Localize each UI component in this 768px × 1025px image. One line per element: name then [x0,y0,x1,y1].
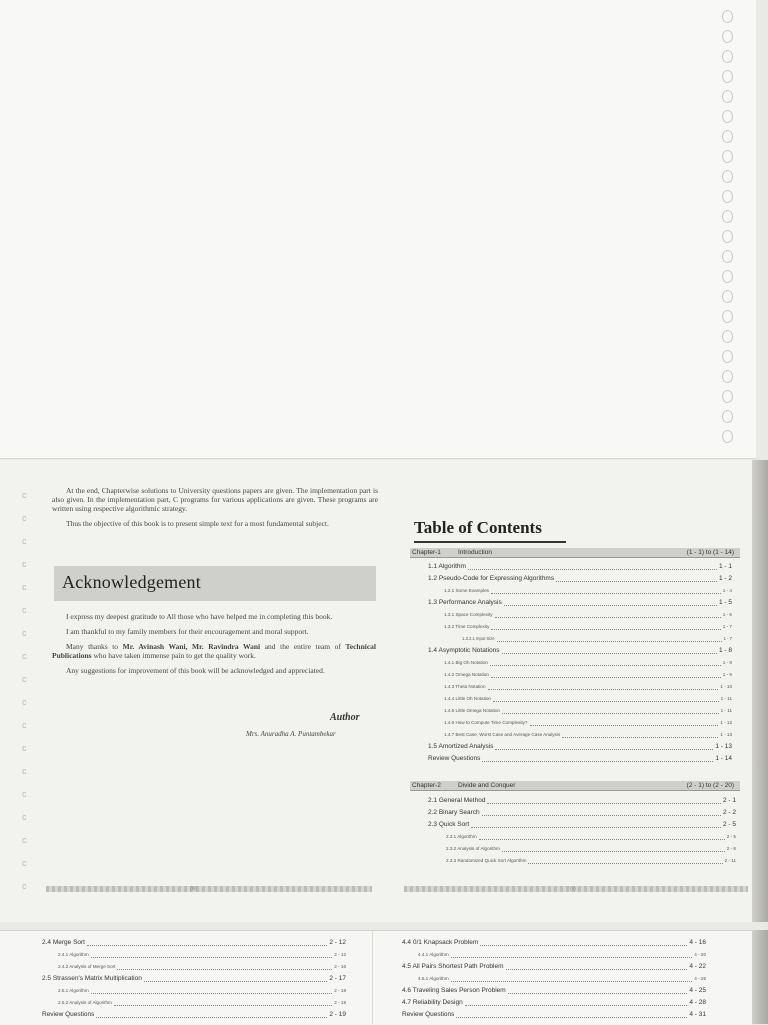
acknowledgement-title: Acknowledgement [62,572,201,592]
toc-leader-dots [504,598,717,606]
binding-hole [722,370,733,383]
toc-leader-dots [490,658,721,666]
binding-hole [722,310,733,323]
chapter-1-range: (1 - 1) to (1 - 14) [686,549,734,556]
toc-entry [0,950,768,960]
toc-leader-dots [491,586,721,594]
ack-paragraph-4: Any suggestions for improvement of this book will be acknowledged and appreciated. [66,666,325,675]
ack-p3-post: who have taken immense pain to get the quality work. [91,651,256,660]
toc-entry-page: 2 - 5 [726,834,736,839]
ack-paragraph-1: I express my deepest gratitude to All those who have helped me in completing this book. [66,612,333,621]
toc-entry-page: 1 - 11 [720,696,732,701]
toc-entry-title: 1.2.1 Some Examples [444,588,489,593]
toc-entry-page: 1 - 1 [718,563,732,570]
toc-leader-dots [480,938,687,946]
toc-leader-dots [495,742,713,750]
toc-entry [0,586,768,596]
toc-entry-page: 4 - 25 [689,987,706,994]
toc-entry-title: 4.6 Traveling Sales Person Problem [402,987,506,994]
toc-entry [0,808,768,818]
margin-mark: c [22,536,27,546]
toc-leader-dots [491,670,721,678]
binding-hole [722,150,733,163]
margin-mark: c [22,858,27,868]
toc-entry-page: 4 - 22 [689,963,706,970]
toc-entry [0,706,768,716]
toc-leader-dots [502,706,719,714]
toc-entry-page: 4 - 16 [689,939,706,946]
binding-hole [722,110,733,123]
toc-entry [0,832,768,842]
toc-entry [0,658,768,668]
toc-entry [0,796,768,806]
binding-hole [722,190,733,203]
margin-mark: c [22,513,27,523]
toc-entry-page: 1 - 9 [722,672,732,677]
toc-entry-page: 4 - 31 [689,1011,706,1018]
toc-entry-title: 1.2 Pseudo-Code for Expressing Algorithms [428,575,555,582]
toc-entry-page: 4 - 28 [689,999,706,1006]
toc-leader-dots [497,634,722,642]
toc-leader-dots [506,962,688,970]
toc-leader-dots [471,820,721,828]
footer-band-right [404,886,748,892]
toc-entry-title: 1.4.2 Omega Notation [444,672,489,677]
binding-hole [722,50,733,63]
toc-leader-dots [451,950,693,958]
toc-entry-title: 1.4.5 Little Omega Notation [444,708,500,713]
toc-entry [0,974,768,984]
toc-entry [0,1010,768,1020]
toc-entry-title: 2.5.1 Algorithm [58,988,89,993]
toc-entry-title: 1.3 Performance Analysis [428,599,502,606]
preface-text [52,486,378,534]
chapter-2-range: (2 - 1) to (2 - 20) [686,782,734,789]
signature-label: Author [330,712,360,723]
binding-hole [722,170,733,183]
binding-hole [722,30,733,43]
toc-entry-title: 2.5 Strassen's Matrix Multiplication [42,975,142,982]
toc-entry-page: 2 - 1 [722,797,736,804]
toc-entry-title: 1.5 Amortized Analysis [428,743,494,750]
margin-mark: c [22,697,27,707]
toc-entry [0,986,768,996]
toc-entry-title: 4.4 0/1 Knapsack Problem [402,939,479,946]
toc-leader-dots [508,986,688,994]
toc-entry-title: Review Questions [402,1011,455,1018]
toc-entry-page: 1 - 7 [722,624,732,629]
binding-hole [722,290,733,303]
binding-hole [722,410,733,423]
toc-entry-page: 1 - 4 [722,588,732,593]
toc-entry-page: 1 - 10 [720,684,732,689]
toc-entry-page: 2 - 17 [329,975,346,982]
toc-entry-title: 2.2 Binary Search [428,809,480,816]
toc-entry-page: 2 - 19 [329,1011,346,1018]
toc-entry [0,670,768,680]
ack-p3-org: Technical Publications [52,642,377,660]
ack-paragraph-2: I am thankful to my family members for their encouragement and moral support. [66,627,309,636]
toc-entry-title: 2.3.2 Analysis of Algorithm [446,846,500,851]
toc-entry-page: 4 - 20 [694,952,706,957]
chapter-1-name: Introduction [458,549,492,556]
margin-mark: c [22,559,27,569]
margin-mark: c [22,835,27,845]
toc-entry-page: 2 - 18 [334,988,346,993]
toc-entry-title: 2.3.3 Randomized Quick Sort Algorithm [446,858,527,863]
toc-entry-page: 2 - 2 [722,809,736,816]
toc-entry-title: Review Questions [42,1011,95,1018]
preface-paragraph-1: At the end, Chapterwise solutions to University questions papers are given. The implementation part is also given. In the implementation part, C programs for various applications are given. These programs are written using respective algorithmic strategy. [52,486,378,513]
toc-entry [0,574,768,584]
toc-entry [0,754,768,764]
chapter-2-name: Divide and Conquer [458,782,516,789]
toc-entry [0,938,768,948]
toc-entry-title: 1.4.7 Best Case, Worst Case and Average Case Analysis [444,732,561,737]
toc-entry-title: 1.4 Asymptotic Notations [428,647,500,654]
toc-leader-dots [502,844,725,852]
footer-band-left [46,886,372,892]
binding-hole [722,230,733,243]
toc-entry-title: 1.3.2 Time Complexity [444,624,490,629]
toc-entry [0,718,768,728]
margin-mark: c [22,674,27,684]
author-signature: Mrs. Anuradha A. Puntambekar [246,730,336,738]
blank-page [0,0,756,459]
margin-mark: c [22,743,27,753]
toc-entry-title: 2.3.1 Algorithm [446,834,477,839]
toc-entry-title: 1.4.4 Little Oh Notation [444,696,491,701]
toc-leader-dots [456,1010,687,1018]
toc-entry-title: 1.4.1 Big Oh Notation [444,660,488,665]
toc-leader-dots [482,808,721,816]
toc-entry [0,634,768,644]
toc-leader-dots [451,974,693,982]
toc-entry-title: Review Questions [428,755,481,762]
toc-leader-dots [528,856,722,864]
chapter-1-label: Chapter-1 [412,549,441,556]
toc-leader-dots [491,622,720,630]
binding-hole [722,330,733,343]
toc-entry-page: 1 - 13 [720,732,732,737]
toc-leader-dots [556,574,717,582]
toc-entry-page: 1 - 11 [720,708,732,713]
toc-entry-page: 2 - 5 [722,821,736,828]
toc-entry-page: 2 - 12 [334,952,346,957]
toc-entry-title: 4.7 Reliability Design [402,999,463,1006]
margin-mark: c [22,628,27,638]
toc-entry-title: 2.1 General Method [428,797,486,804]
toc-entry-page: 1 - 5 [718,599,732,606]
binding-hole [722,390,733,403]
toc-entry-title: 2.5.2 Analysis of Algorithm [58,1000,112,1005]
toc-entry-page: 1 - 7 [723,636,732,641]
toc-entry-page: 1 - 8 [718,647,732,654]
toc-leader-dots [487,796,721,804]
binding-hole [722,430,733,443]
toc-leader-dots [488,682,719,690]
toc-leader-dots [479,832,725,840]
toc-entry [0,962,768,972]
margin-mark: c [22,881,27,891]
toc-entry [0,610,768,620]
toc-leader-dots [530,718,719,726]
toc-entry-page: 1 - 12 [720,720,732,725]
ack-p3-names: Mr. Avinash Wani, Mr. Ravindra Wani [122,642,261,651]
footer-page-number-left: (iii) [190,886,197,892]
toc-leader-dots [502,646,717,654]
toc-entry-page: 2 - 11 [724,858,736,863]
toc-entry-title: 2.3 Quick Sort [428,821,470,828]
margin-mark: c [22,720,27,730]
toc-entry-title: 1.1 Algorithm [428,563,466,570]
toc-leader-dots [562,730,718,738]
ack-p3-mid: and the entire team of [260,642,346,651]
binding-hole [722,250,733,263]
toc-entry-page: 1 - 8 [722,660,732,665]
toc-entry [0,622,768,632]
toc-entry-title: 4.5.1 Algorithm [418,976,449,981]
toc-entry-title: 4.5 All Pairs Shortest Path Problem [402,963,504,970]
ack-p3-pre: Many thanks to [66,642,123,651]
margin-mark: c [22,490,27,500]
binding-holes [722,10,738,450]
footer-page-number-right: (v) [570,886,576,892]
toc-entry [0,742,768,752]
toc-entry-title: 1.4.6 How to Compute Time Complexity? [444,720,528,725]
toc-entry [0,856,768,866]
margin-mark: c [22,605,27,615]
preface-paragraph-2: Thus the objective of this book is to present simple text for a most fundamental subject. [66,519,329,528]
toc-title-underline [414,541,566,543]
chapter-1-bar [410,548,740,558]
toc-leader-dots [495,610,721,618]
toc-entry-title: 2.4.1 Algorithm [58,952,89,957]
margin-mark: c [22,812,27,822]
toc-entry-page: 2 - 12 [329,939,346,946]
toc-entry-page: 2 - 8 [726,846,736,851]
binding-hole [722,270,733,283]
toc-entry [0,730,768,740]
chapter-2-bar [410,781,740,791]
toc-entry-page: 1 - 13 [715,743,732,750]
toc-entry-title: 4.4.1 Algorithm [418,952,449,957]
toc-entry [0,562,768,572]
toc-title: Table of Contents [414,518,542,537]
toc-entry [0,682,768,692]
toc-entry-title: 1.3.2.1 Input Size [462,636,495,641]
binding-hole [722,350,733,363]
binding-hole [722,90,733,103]
chapter-2-label: Chapter-2 [412,782,441,789]
toc-entry-page: 2 - 19 [334,1000,346,1005]
toc-leader-dots [482,754,713,762]
toc-entry-page: 1 - 14 [715,755,732,762]
toc-leader-dots [468,562,717,570]
binding-hole [722,130,733,143]
toc-entry [0,646,768,656]
toc-entry-title: 1.4.3 Theta Notation [444,684,486,689]
toc-entry-title: 2.4.2 Analysis of Merge Sort [58,964,116,969]
margin-mark: c [22,651,27,661]
toc-entry [0,598,768,608]
toc-entry-page: 2 - 16 [334,964,346,969]
toc-entry-title: 2.4 Merge Sort [42,939,85,946]
margin-mark: c [22,789,27,799]
margin-mark: c [22,582,27,592]
toc-entry [0,844,768,854]
toc-leader-dots [465,998,688,1006]
toc-entry-page: 1 - 2 [718,575,732,582]
toc-leader-dots [493,694,719,702]
toc-entry-title: 1.3.1 Space Complexity [444,612,493,617]
binding-hole [722,70,733,83]
toc-entry-page: 1 - 6 [722,612,732,617]
margin-mark: c [22,766,27,776]
binding-hole [722,210,733,223]
toc-entry [0,998,768,1008]
toc-entry [0,694,768,704]
binding-hole [722,10,733,23]
toc-entry [0,820,768,830]
toc-entry-page: 4 - 25 [694,976,706,981]
